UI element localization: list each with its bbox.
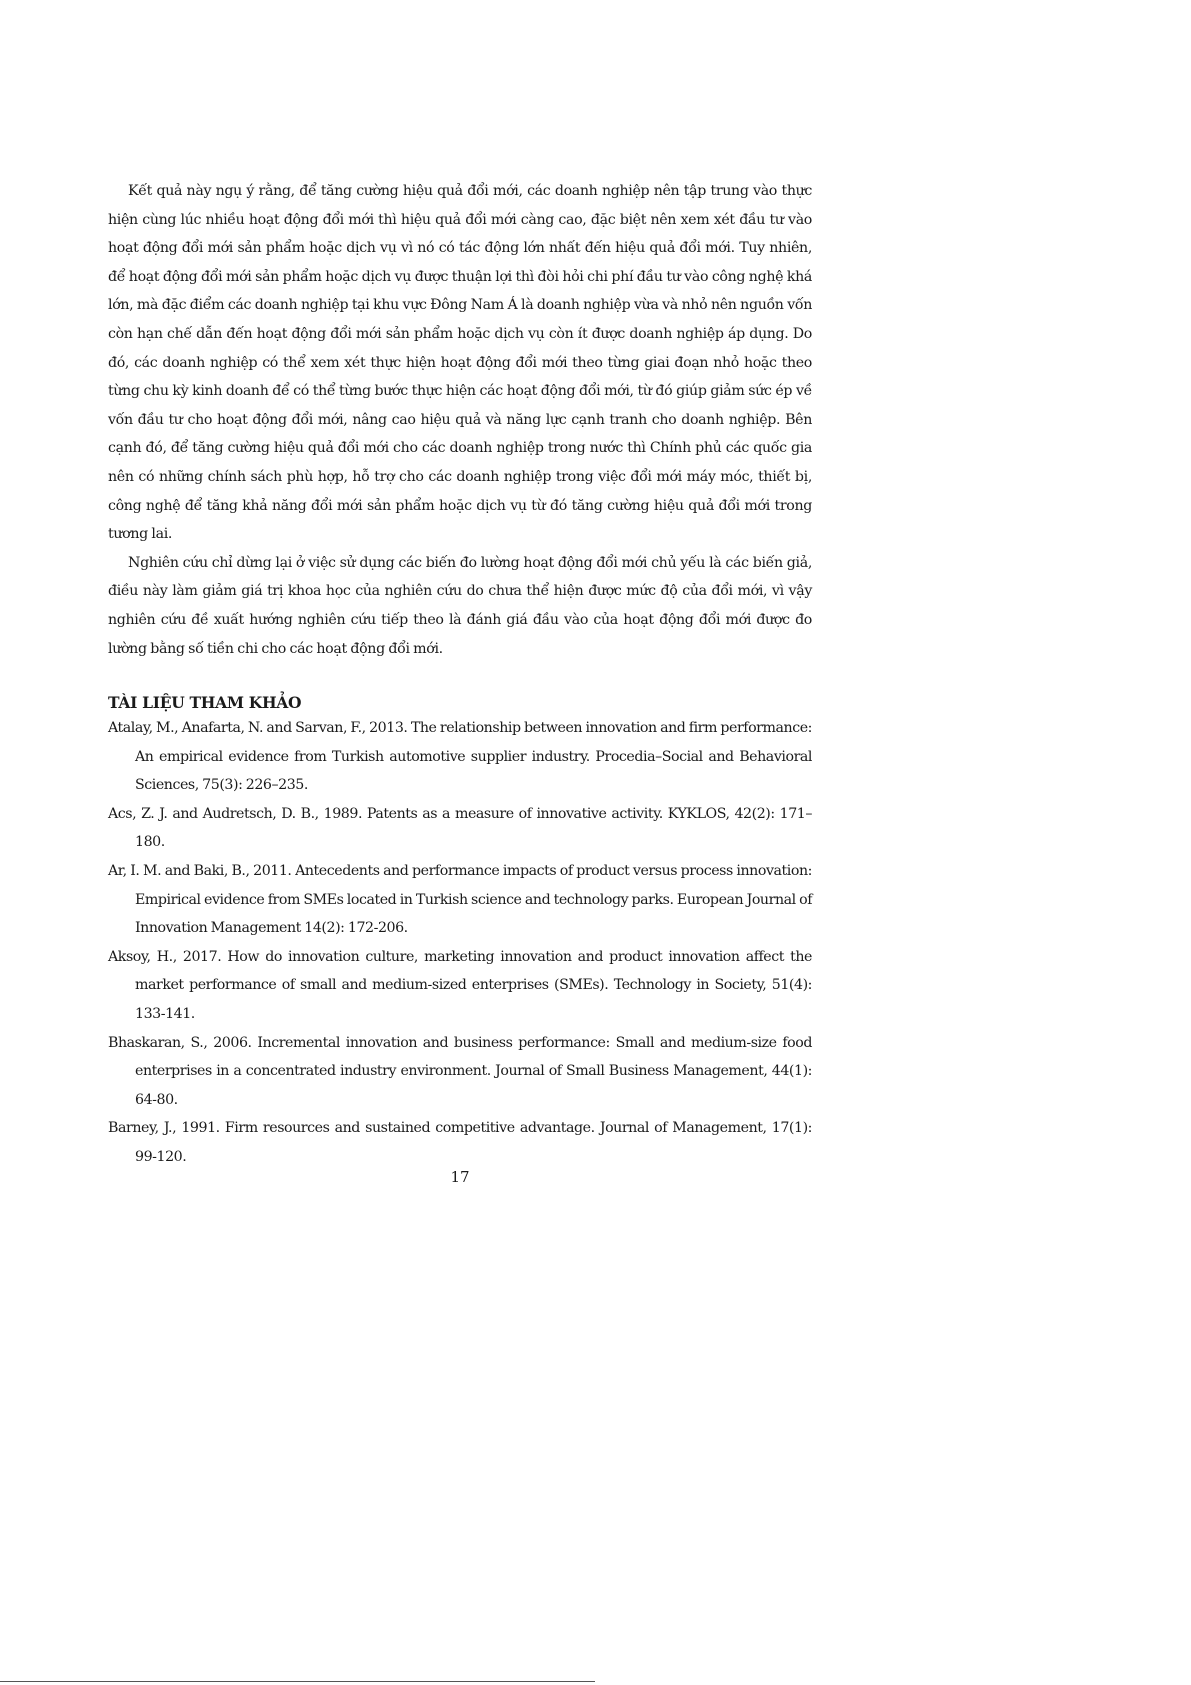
- reference-item: Atalay, M., Anafarta, N. and Sarvan, F., 2013. The relationship between innovation and firm performance: An empirical evidence from Turkish automotive supplier industry. Procedia–Social and Behavioral Sciences, 75(3): 226–235.: [108, 720, 812, 794]
- reference-item: Acs, Z. J. and Audretsch, D. B., 1989. Patents as a measure of innovative activity. KYKLOS, 42(2): 171–180.: [108, 805, 812, 851]
- page-number: 17: [450, 1168, 470, 1186]
- reference-item: Barney, J., 1991. Firm resources and sustained competitive advantage. Journal of Management, 17(1): 99-120.: [108, 1120, 812, 1165]
- reference-item: Bhaskaran, S., 2006. Incremental innovation and business performance: Small and medium-size food enterprises in a concentrated industry environment. Journal of Small Business Management, 44(1): 64-80.: [108, 1034, 812, 1108]
- reference-list: [108, 714, 812, 1172]
- reference-item: Ar, I. M. and Baki, B., 2011. Antecedents and performance impacts of product versus process innovation: Empirical evidence from SMEs located in Turkish science and technology parks. European Journal of Innovation Management 14(2): 172-206.: [108, 863, 812, 937]
- references-heading: TÀI LIỆU THAM KHẢO: [108, 693, 302, 713]
- body-paragraph: Kết quả này ngụ ý rằng, để tăng cường hiệu quả đổi mới, các doanh nghiệp nên tập trung vào thực hiện cùng lúc nhiều hoạt động đổi mới thì hiệu quả đổi mới càng cao, đặc biệt nên xem xét đầu tư vào hoạt động đổi mới sản phẩm hoặc dịch vụ vì nó có tác động lớn nhất đến hiệu quả đổi mới. Tuy nhiên, để hoạt động đổi mới sản phẩm hoặc dịch vụ được thuận lợi thì đòi hỏi chi phí đầu tư vào công nghệ khá lớn, mà đặc điểm các doanh nghiệp tại khu vực Đông Nam Á là doanh nghiệp vừa và nhỏ nên nguồn vốn còn hạn chế dẫn đến hoạt động đổi mới sản phẩm hoặc dịch vụ còn ít được doanh nghiệp áp dụng. Do đó, các doanh nghiệp có thể xem xét thực hiện hoạt động đổi mới theo từng giai đoạn nhỏ hoặc theo từng chu kỳ kinh doanh để có thể từng bước thực hiện các hoạt động đổi mới, từ đó giúp giảm sức ép về vốn đầu tư cho hoạt động đổi mới, nâng cao hiệu quả và năng lực cạnh tranh cho doanh nghiệp. Bên cạnh đó, để tăng cường hiệu quả đổi mới cho các doanh nghiệp trong nước thì Chính phủ các quốc gia nên có những chính sách phù hợp, hỗ trợ cho các doanh nghiệp trong việc đổi mới máy móc, thiết bị, công nghệ để tăng khả năng đổi mới sản phẩm hoặc dịch vụ từ đó tăng cường hiệu quả đổi mới trong tương lai.: [108, 183, 812, 543]
- body-paragraph: Nghiên cứu chỉ dừng lại ở việc sử dụng các biến đo lường hoạt động đổi mới chủ yếu là các biến giả, điều này làm giảm giá trị khoa học của nghiên cứu do chưa thể hiện được mức độ của đổi mới, vì vậy nghiên cứu đề xuất hướng nghiên cứu tiếp theo là đánh giá đầu vào của hoạt động đổi mới được đo lường bằng số tiền chi cho các hoạt động đổi mới.: [108, 554, 812, 657]
- page-content: [108, 177, 812, 1172]
- reference-item: Aksoy, H., 2017. How do innovation culture, marketing innovation and product innovation affect the market performance of small and medium-sized enterprises (SMEs). Technology in Society, 51(4): 133-141.: [108, 948, 812, 1023]
- footer-divider: [0, 1681, 595, 1682]
